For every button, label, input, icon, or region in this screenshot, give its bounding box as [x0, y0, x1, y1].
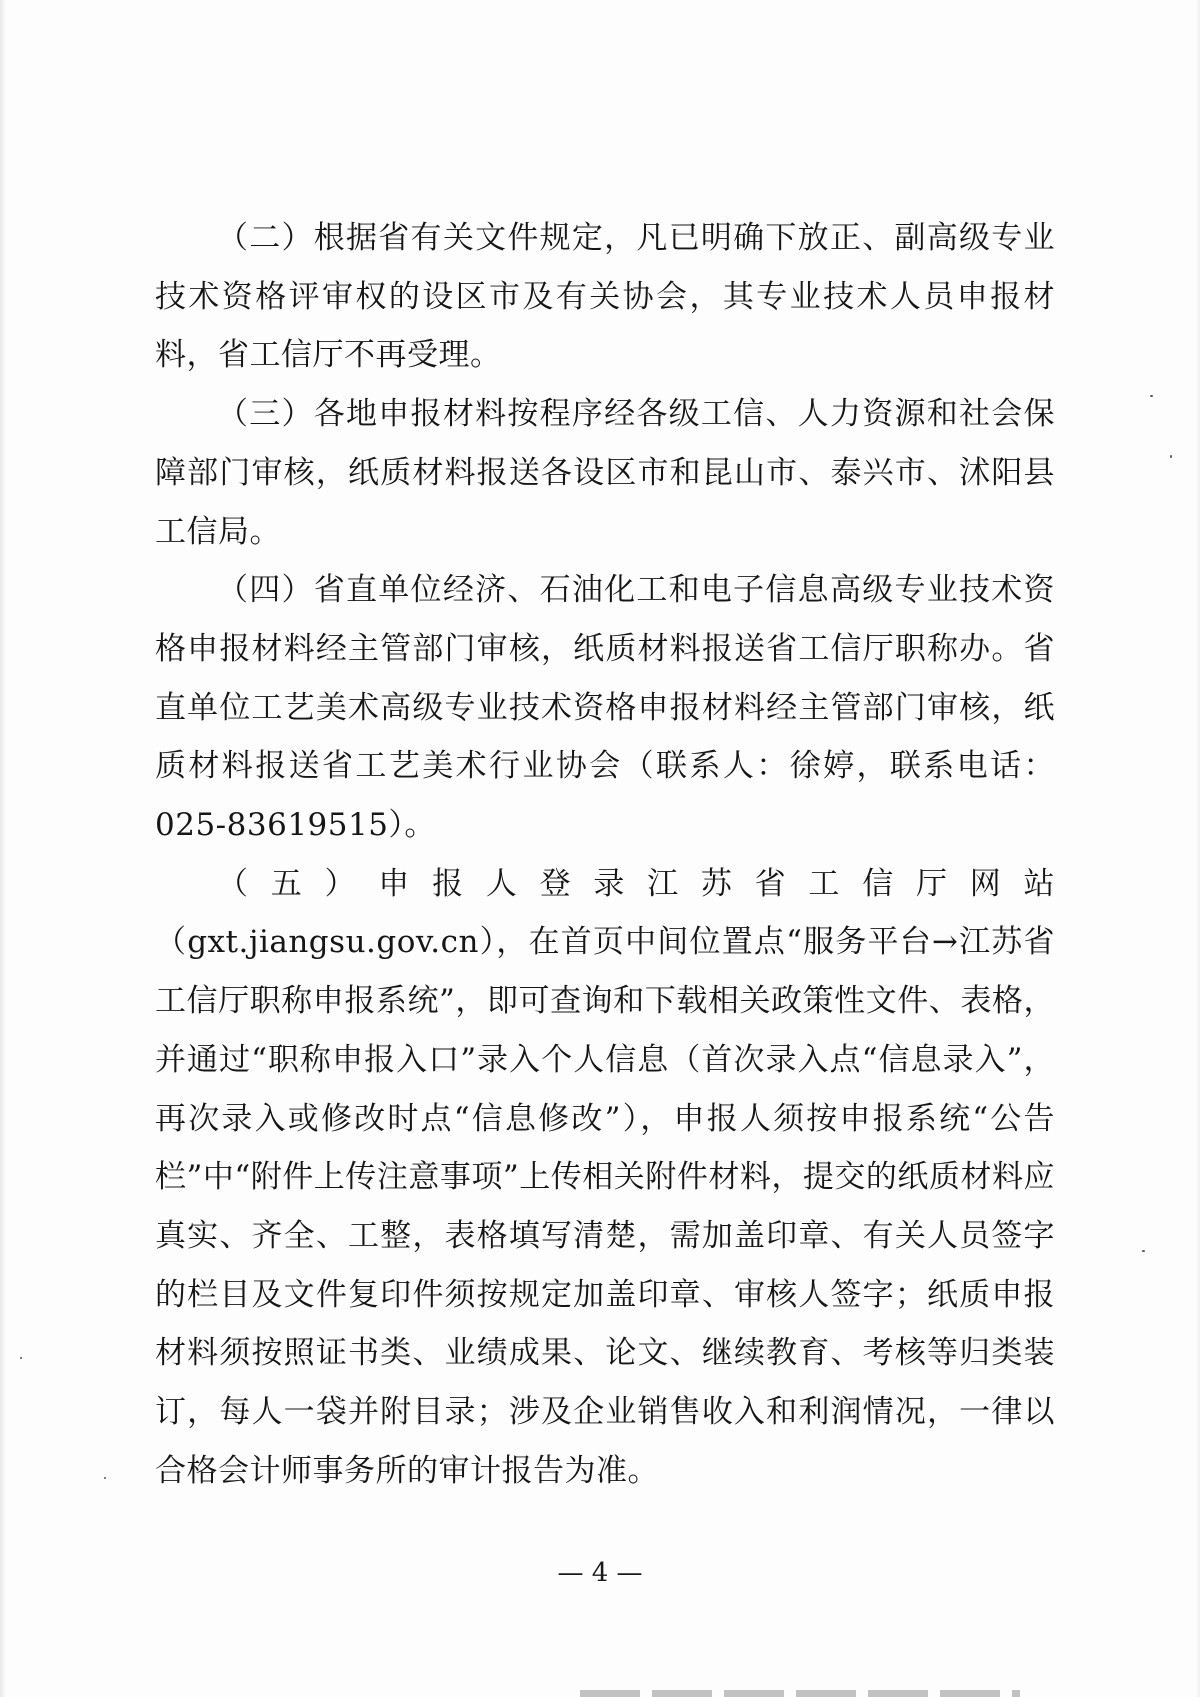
scan-bottom-bleed: [580, 1690, 1020, 1697]
scan-speck: [1142, 1250, 1145, 1252]
scan-speck: [104, 1477, 106, 1479]
paragraph-3: （三）各地申报材料按程序经各级工信、人力资源和社会保障部门审核，纸质材料报送各设区市和昆山市、泰兴市、沭阳县工信局。: [155, 396, 1055, 550]
scan-speck: [1150, 395, 1153, 397]
scan-edge-right: [1196, 0, 1200, 1697]
page-number: — 4 —: [557, 1558, 643, 1588]
scan-edge-left: [0, 0, 6, 1697]
paragraph-2: （二）根据省有关文件规定，凡已明确下放正、副高级专业技术资格评审权的设区市及有关协会，其专业技术人员申报材料，省工信厅不再受理。: [155, 220, 1055, 374]
scan-speck: [1170, 455, 1172, 458]
paragraph-4: （四）省直单位经济、石油化工和电子信息高级专业技术资格申报材料经主管部门审核，纸质材料报送省工信厅职称办。省直单位工艺美术高级专业技术资格申报材料经主管部门审核，纸质材料报送省工艺美术行业协会（联系人：徐婷，联系电话：025-83619515）。: [155, 572, 1055, 844]
paragraph-5: （五）申报人登录江苏省工信厅网站（gxt.jiangsu.gov.cn），在首页中间位置点“服务平台→江苏省工信厅职称申报系统”，即可查询和下载相关政策性文件、表格，并通过“职称申报入口”录入个人信息（首次录入点“信息录入”，再次录入或修改时点“信息修改”），申报人须按申报系统“公告栏”中“附件上传注意事项”上传相关附件材料，提交的纸质材料应真实、齐全、工整，表格填写清楚，需加盖印章、有关人员签字的栏目及文件复印件须按规定加盖印章、审核人签字；纸质申报材料须按照证书类、业绩成果、论文、继续教育、考核等归类装订，每人一袋并附目录；涉及企业销售收入和利润情况，一律以合格会计师事务所的审计报告为准。: [155, 865, 1055, 1489]
scan-speck: [20, 1357, 22, 1359]
document-body: [155, 209, 1055, 1500]
